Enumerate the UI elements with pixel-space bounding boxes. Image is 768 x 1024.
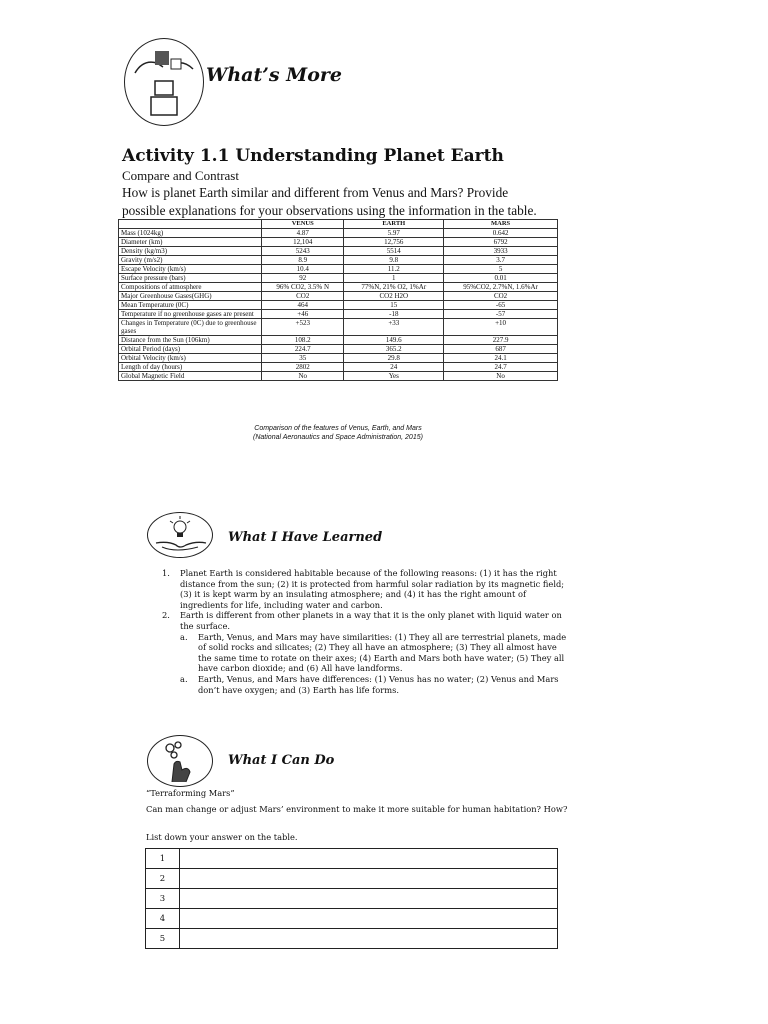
value-cell: 8.9 <box>262 256 344 265</box>
hands-blocks-icon <box>124 38 204 126</box>
row-label-cell: Major Greenhouse Gases(GHG) <box>119 292 262 301</box>
hand-gears-icon <box>147 735 213 787</box>
row-label-cell: Orbital Period (days) <box>119 345 262 354</box>
answer-row <box>146 849 558 869</box>
activity-question: How is planet Earth similar and different from Venus and Mars? Provide possible explanations for your observations using the information in the table. <box>122 185 537 218</box>
row-label-cell: Escape Velocity (km/s) <box>119 265 262 274</box>
value-cell: +46 <box>262 310 344 319</box>
activity-subtitle: Compare and Contrast <box>122 168 239 183</box>
row-label-cell: Diameter (km) <box>119 238 262 247</box>
answer-number: 2 <box>146 869 180 889</box>
answer-field[interactable] <box>180 849 558 869</box>
table-row <box>119 292 558 301</box>
row-label-cell: Gravity (m/s2) <box>119 256 262 265</box>
answer-number: 1 <box>146 849 180 869</box>
row-label-cell: Changes in Temperature (0C) due to greenhouse gases <box>119 319 262 336</box>
row-label-cell: Global Magnetic Field <box>119 372 262 381</box>
value-cell: 92 <box>262 274 344 283</box>
value-cell: 5.97 <box>344 229 444 238</box>
value-cell: -57 <box>444 310 558 319</box>
value-cell: -65 <box>444 301 558 310</box>
answer-field[interactable] <box>180 929 558 949</box>
learned-list <box>162 568 570 695</box>
list-text: Earth, Venus, and Mars may have similarities: (1) They all are terrestrial planets, made of solid rocks and silicates; (2) They all have an atmosphere; (3) They all almost have the same time to rotate on their axes; (4) Earth and Mars both have water; (5) They all have carbon dioxide; and (6) All have landforms. <box>198 631 567 674</box>
comparison-table <box>118 219 558 381</box>
value-cell: 15 <box>344 301 444 310</box>
row-label-cell: Distance from the Sun (106km) <box>119 336 262 345</box>
list-instruction: List down your answer on the table. <box>146 832 298 842</box>
value-cell: 35 <box>262 354 344 363</box>
value-cell: 12,756 <box>344 238 444 247</box>
header-cell: MARS <box>444 220 558 229</box>
value-cell: 24.7 <box>444 363 558 372</box>
activity-title: Activity 1.1 Understanding Planet Earth <box>122 146 504 166</box>
table-row <box>119 283 558 292</box>
answer-number: 3 <box>146 889 180 909</box>
table-row <box>119 336 558 345</box>
value-cell: 5 <box>444 265 558 274</box>
value-cell: No <box>444 372 558 381</box>
row-label-cell: Orbital Velocity (km/s) <box>119 354 262 363</box>
value-cell: 12,104 <box>262 238 344 247</box>
value-cell: 4.87 <box>262 229 344 238</box>
answer-field[interactable] <box>180 889 558 909</box>
answer-row <box>146 889 558 909</box>
table-row <box>119 345 558 354</box>
table-caption <box>118 424 558 442</box>
value-cell: 0.642 <box>444 229 558 238</box>
table-row <box>119 354 558 363</box>
value-cell: 29.8 <box>344 354 444 363</box>
header-cell: EARTH <box>344 220 444 229</box>
table-row <box>119 229 558 238</box>
value-cell: 149.6 <box>344 336 444 345</box>
list-number: a. <box>180 673 188 684</box>
answer-row <box>146 869 558 889</box>
answer-table <box>145 848 558 949</box>
value-cell: CO2 <box>262 292 344 301</box>
answer-row <box>146 909 558 929</box>
value-cell: 77%N, 21% O2, 1%Ar <box>344 283 444 292</box>
value-cell: 108.2 <box>262 336 344 345</box>
value-cell: +523 <box>262 319 344 336</box>
section-title-can-do: What I Can Do <box>228 753 335 768</box>
list-number: a. <box>180 631 188 642</box>
section-title-whats-more: What’s More <box>206 64 342 86</box>
caption-line: Comparison of the features of Venus, Earth, and Mars <box>254 425 422 432</box>
header-cell <box>119 220 262 229</box>
value-cell: 10.4 <box>262 265 344 274</box>
list-text: Planet Earth is considered habitable because of the following reasons: (1) it has the right distance from the sun; (2) it is protected from harmful solar radiation by its magnetic field; (3) it is kept warm by an insulating atmosphere; and (4) it has the right amount of ingredients for life, including water and carbon. <box>180 568 565 610</box>
row-label-cell: Length of day (hours) <box>119 363 262 372</box>
value-cell: +10 <box>444 319 558 336</box>
header-cell: VENUS <box>262 220 344 229</box>
activity-label: “Terraforming Mars” <box>146 788 235 798</box>
list-number: 2. <box>162 610 170 621</box>
table-row <box>119 274 558 283</box>
list-text: Earth, Venus, and Mars have differences: (1) Venus has no water; (2) Venus and Mars don’t have oxygen; and (3) Earth has life forms. <box>198 673 559 695</box>
answer-field[interactable] <box>180 869 558 889</box>
value-cell: 5514 <box>344 247 444 256</box>
row-label-cell: Density (kg/m3) <box>119 247 262 256</box>
lightbulb-hands-icon <box>147 512 213 558</box>
list-number: 1. <box>162 568 170 578</box>
table-row <box>119 363 558 372</box>
row-label-cell: Temperature if no greenhouse gases are present <box>119 310 262 319</box>
row-label-cell: Mass (1024kg) <box>119 229 262 238</box>
sub-list-item <box>180 674 570 695</box>
answer-row <box>146 929 558 949</box>
value-cell: 224.7 <box>262 345 344 354</box>
caption-line: (National Aeronautics and Space Administration, 2015) <box>253 434 423 441</box>
value-cell: 464 <box>262 301 344 310</box>
value-cell: CO2 H2O <box>344 292 444 301</box>
table-row <box>119 301 558 310</box>
row-label-cell: Surface pressure (bars) <box>119 274 262 283</box>
list-item <box>162 568 570 610</box>
value-cell: 365.2 <box>344 345 444 354</box>
value-cell: 24 <box>344 363 444 372</box>
list-item <box>162 610 570 631</box>
value-cell: 5243 <box>262 247 344 256</box>
row-label-cell: Compositions of atmosphere <box>119 283 262 292</box>
value-cell: 1 <box>344 274 444 283</box>
sub-list-item <box>180 632 570 674</box>
table-row <box>119 372 558 381</box>
value-cell: 0.01 <box>444 274 558 283</box>
table-row <box>119 319 558 336</box>
value-cell: 227.9 <box>444 336 558 345</box>
value-cell: 96% CO2, 3.5% N <box>262 283 344 292</box>
value-cell: 2802 <box>262 363 344 372</box>
value-cell: 6792 <box>444 238 558 247</box>
value-cell: 11.2 <box>344 265 444 274</box>
table-row <box>119 265 558 274</box>
answer-field[interactable] <box>180 909 558 929</box>
table-row <box>119 310 558 319</box>
value-cell: No <box>262 372 344 381</box>
table-row <box>119 256 558 265</box>
value-cell: -18 <box>344 310 444 319</box>
can-do-question: Can man change or adjust Mars’ environment to make it more suitable for human habitation? How? <box>146 804 568 814</box>
value-cell: Yes <box>344 372 444 381</box>
value-cell: 95%CO2, 2.7%N, 1.6%Ar <box>444 283 558 292</box>
answer-number: 4 <box>146 909 180 929</box>
value-cell: 3933 <box>444 247 558 256</box>
row-label-cell: Mean Temperature (0C) <box>119 301 262 310</box>
table-row <box>119 247 558 256</box>
section-title-learned: What I Have Learned <box>228 530 383 545</box>
value-cell: 24.1 <box>444 354 558 363</box>
value-cell: CO2 <box>444 292 558 301</box>
value-cell: 9.8 <box>344 256 444 265</box>
value-cell: +33 <box>344 319 444 336</box>
answer-number: 5 <box>146 929 180 949</box>
comparison-table-header <box>119 220 558 229</box>
value-cell: 3.7 <box>444 256 558 265</box>
value-cell: 687 <box>444 345 558 354</box>
list-text: Earth is different from other planets in a way that it is the only planet with liquid water on the surface. <box>180 610 562 631</box>
table-row <box>119 238 558 247</box>
